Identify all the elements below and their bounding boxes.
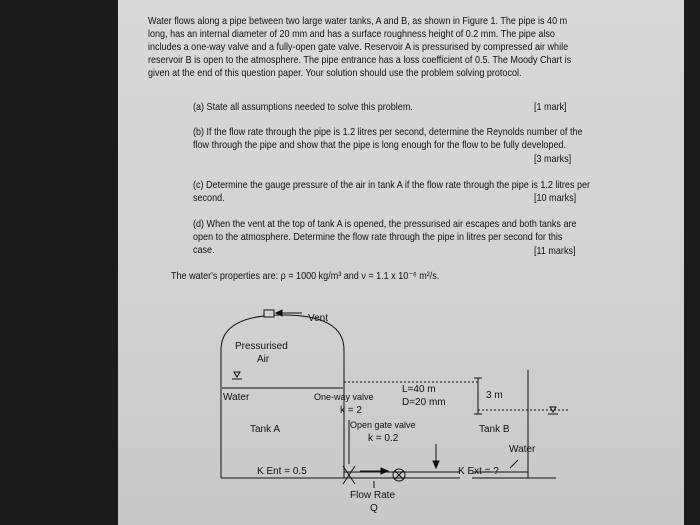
question-d-line: (d) When the vent at the top of tank A is opened, the pressurised air escapes and both tanks are [193,218,577,230]
entrance-loss-label: K Ent = 0.5 [257,466,307,477]
intro-line: reservoir B is open to the atmosphere. The pipe entrance has a loss coefficient of 0.5. The Moody Chart is [148,54,572,66]
question-a-mark: [1 mark] [534,101,567,113]
flow-rate-symbol: Q [370,503,378,514]
intro-line: given at the end of this question paper. Your solution should use the problem solving protocol. [148,67,522,79]
water-properties: The water's properties are: ρ = 1000 kg/m³ and ν = 1.1 x 10⁻⁶ m²/s. [171,270,440,282]
flow-arrowhead [381,468,388,474]
question-c-mark: [10 marks] [534,192,577,204]
flow-rate-label: Flow Rate [350,490,396,501]
question-b-line: (b) If the flow rate through the pipe is 1.2 litres per second, determine the Reynolds number of the [193,126,583,138]
exit-loss-leader [510,460,518,468]
pipe-length-label: L=40 m [402,384,436,395]
question-sheet [118,0,684,525]
question-c-line: second. [193,192,225,204]
tank-a-level-marker [234,372,240,377]
tank-system-diagram [118,0,684,525]
question-b-line: flow through the pipe and show that the pipe is long enough for the flow to be fully developed. [193,139,566,151]
one-way-valve-label: One-way valve [314,392,374,402]
gate-valve-leader-arrowhead [433,461,439,468]
question-d-mark: [11 marks] [534,245,576,257]
height-label: 3 m [486,390,503,401]
vent-valve [264,310,274,317]
question-a-line: (a) State all assumptions needed to solve this problem. [193,101,413,113]
intro-line: Water flows along a pipe between two large water tanks, A and B, as shown in Figure 1. The pipe is 40 m [148,15,568,27]
one-way-valve-symbol [343,466,355,484]
one-way-valve-k: k = 2 [340,405,362,416]
question-b-mark: [3 marks] [534,153,572,165]
vent-label: Vent [308,313,329,324]
tank-b-label: Tank B [479,424,510,435]
intro-line: includes a one-way valve and a fully-open gate valve. Reservoir A is pressurised by compressed air while [148,41,569,53]
pressurised-air-label: Pressurised [235,341,288,352]
gate-valve-k: k = 0.2 [368,433,399,444]
tank-b-water-label: Water [509,444,536,455]
tank-a-label: Tank A [250,424,281,435]
exit-loss-label: K Ext = ? [458,466,499,477]
question-c-line: (c) Determine the gauge pressure of the air in tank A if the flow rate through the pipe is 1.2 litres per [193,179,591,191]
question-d-line: open to the atmosphere. Determine the flow rate through the pipe in litres per second for this [193,231,563,243]
intro-line: long, has an internal diameter of 20 mm and has a surface roughness height of 0.2 mm. The pipe also [148,28,555,40]
air-label: Air [257,354,270,365]
tank-a-water-label: Water [223,392,250,403]
question-d-line: case. [193,244,215,256]
pipe-diameter-label: D=20 mm [402,397,446,408]
gate-valve-label: Open gate valve [350,420,416,430]
